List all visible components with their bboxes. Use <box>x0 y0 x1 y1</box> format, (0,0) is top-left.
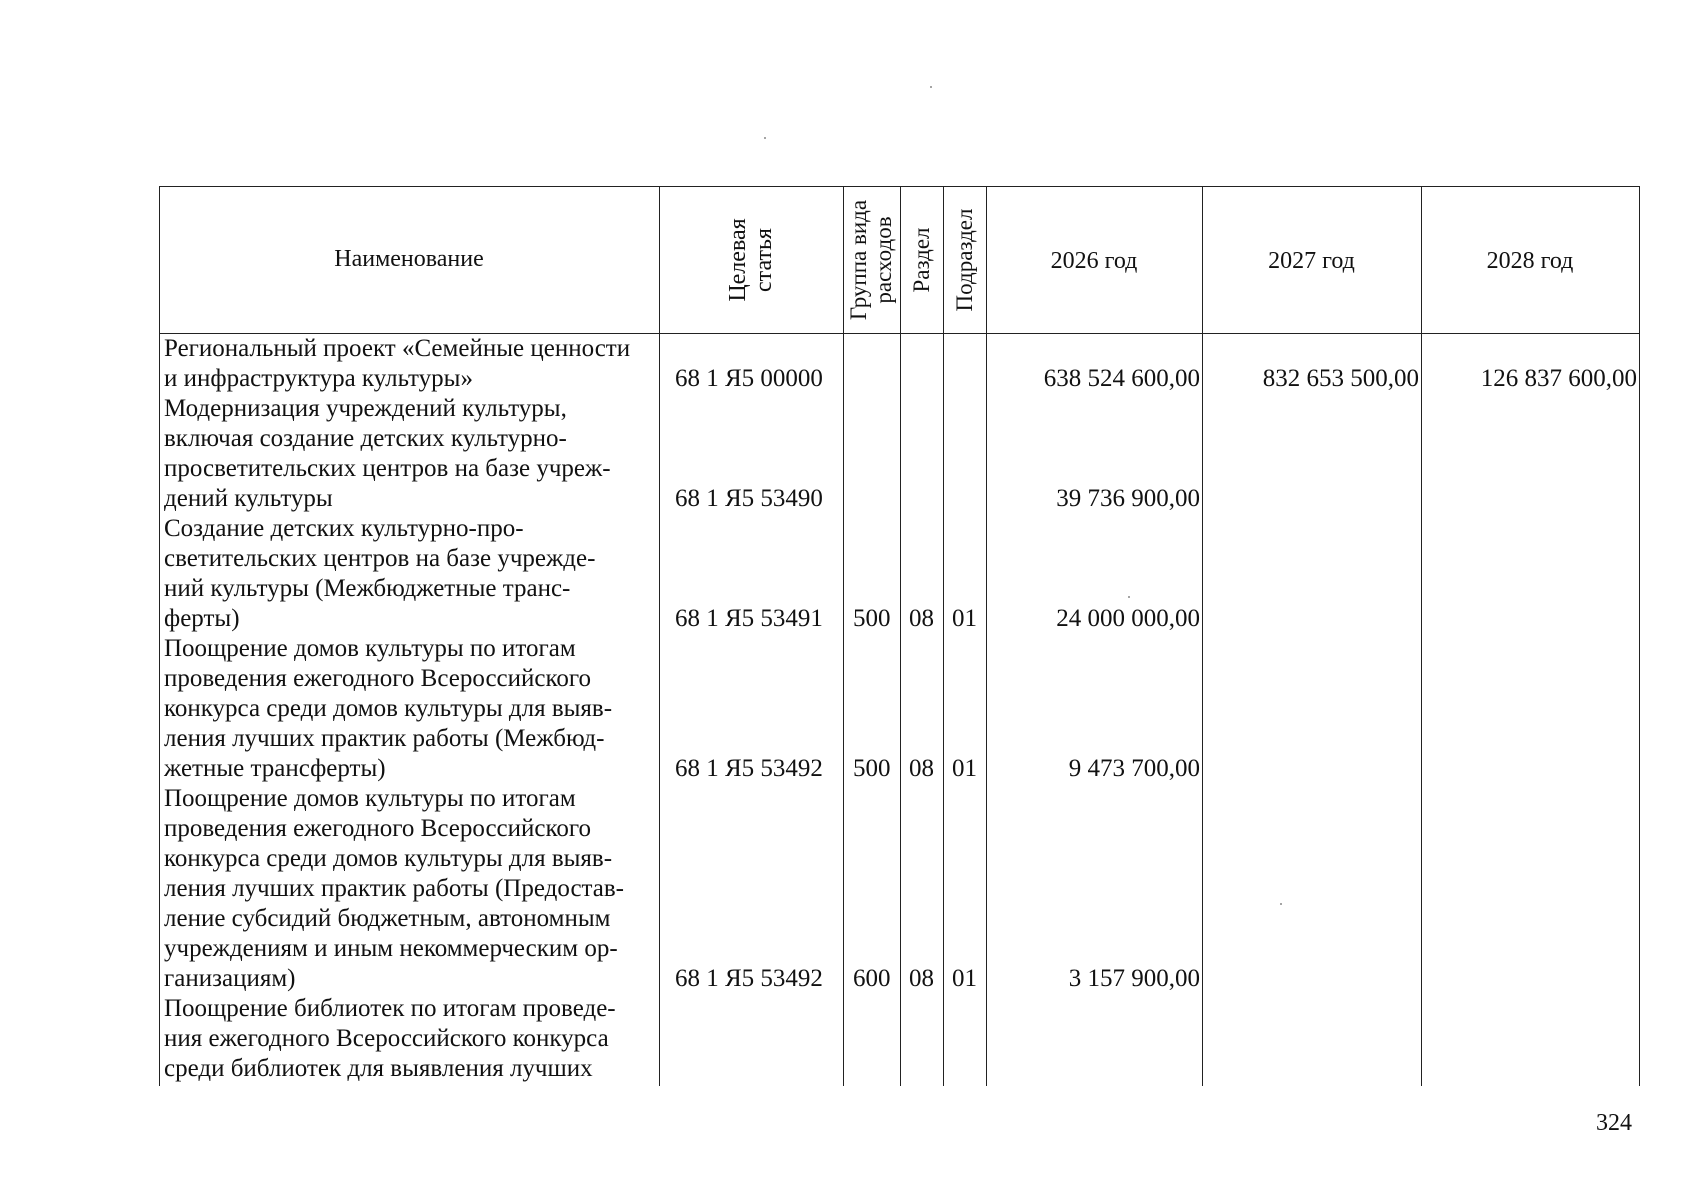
header-section: Раздел <box>909 227 934 293</box>
table-row-name: Поощрение домов культуры по итогам проведения ежегодного Всероссийского конкурса среди домов культуры для выяв- ления лучших практик работы (Предостав- ление субсидий бюджетным, автономным учреждениям и иным некоммерческим ор- ганизациям) <box>164 785 624 992</box>
table-left-border <box>159 186 160 1086</box>
table-row-2028: 126 837 600,00 <box>1480 365 1637 392</box>
table-row-code: 68 1 Я5 53492 <box>675 965 823 992</box>
header-2027: 2027 год <box>1268 248 1355 274</box>
table-row-name: Поощрение библиотек по итогам проведе- ния ежегодного Всероссийского конкурса среди библиотек для выявления лучших <box>164 995 616 1082</box>
table-row-code: 68 1 Я5 00000 <box>675 365 823 392</box>
table-row-name: Создание детских культурно-про- светительских центров на базе учрежде- ний культуры (Межбюджетные транс- ферты) <box>164 515 596 632</box>
table-row-name: Региональный проект «Семейные ценности и инфраструктура культуры» <box>164 335 631 392</box>
table-row-subsection: 01 <box>952 755 977 782</box>
table-row-group: 500 <box>853 755 891 782</box>
header-code: Целевая статья <box>725 218 777 302</box>
table-row-subsection: 01 <box>952 605 977 632</box>
header-subsection: Подраздел <box>952 208 977 312</box>
table-row-2027: 832 653 500,00 <box>1262 365 1419 392</box>
scan-speck <box>1280 903 1282 905</box>
table-right-border <box>1639 186 1640 1086</box>
table-row-code: 68 1 Я5 53492 <box>675 755 823 782</box>
table-row-section: 08 <box>909 755 934 782</box>
header-2026: 2026 год <box>1050 248 1138 274</box>
col-divider-2026 <box>1202 186 1203 1086</box>
col-divider-2027 <box>1421 186 1422 1086</box>
table-row-2026: 3 157 900,00 <box>1068 965 1200 992</box>
table-row-subsection: 01 <box>952 965 977 992</box>
table-row-2026: 9 473 700,00 <box>1068 755 1200 782</box>
scan-speck <box>764 137 766 139</box>
header-group: Группа вида расходов <box>846 199 896 321</box>
col-divider-section <box>943 186 944 1086</box>
table-row-name: Модернизация учреждений культуры, включая создание детских культурно- просветительских центров на базе учреж- дений культуры <box>164 395 611 512</box>
table-row-group: 600 <box>853 965 891 992</box>
budget-table <box>159 186 1640 1086</box>
table-row-section: 08 <box>909 605 934 632</box>
col-divider-group <box>900 186 901 1086</box>
table-row-section: 08 <box>909 965 934 992</box>
table-row-2026: 24 000 000,00 <box>1056 605 1200 632</box>
table-row-2026: 39 736 900,00 <box>1056 485 1200 512</box>
header-name: Наименование <box>334 246 484 272</box>
table-row-name: Поощрение домов культуры по итогам проведения ежегодного Всероссийского конкурса среди домов культуры для выяв- ления лучших практик работы (Межбюд- жетные трансферты) <box>164 635 613 782</box>
col-divider-name <box>659 186 660 1086</box>
table-row-2026: 638 524 600,00 <box>1043 365 1200 392</box>
scan-speck <box>1128 596 1130 598</box>
col-divider-code <box>843 186 844 1086</box>
header-2028: 2028 год <box>1486 248 1574 274</box>
page-number: 324 <box>1596 1110 1632 1136</box>
table-row-code: 68 1 Я5 53491 <box>675 605 823 632</box>
col-divider-subsection <box>986 186 987 1086</box>
scan-speck <box>930 86 932 88</box>
table-row-code: 68 1 Я5 53490 <box>675 485 823 512</box>
table-row-group: 500 <box>853 605 891 632</box>
